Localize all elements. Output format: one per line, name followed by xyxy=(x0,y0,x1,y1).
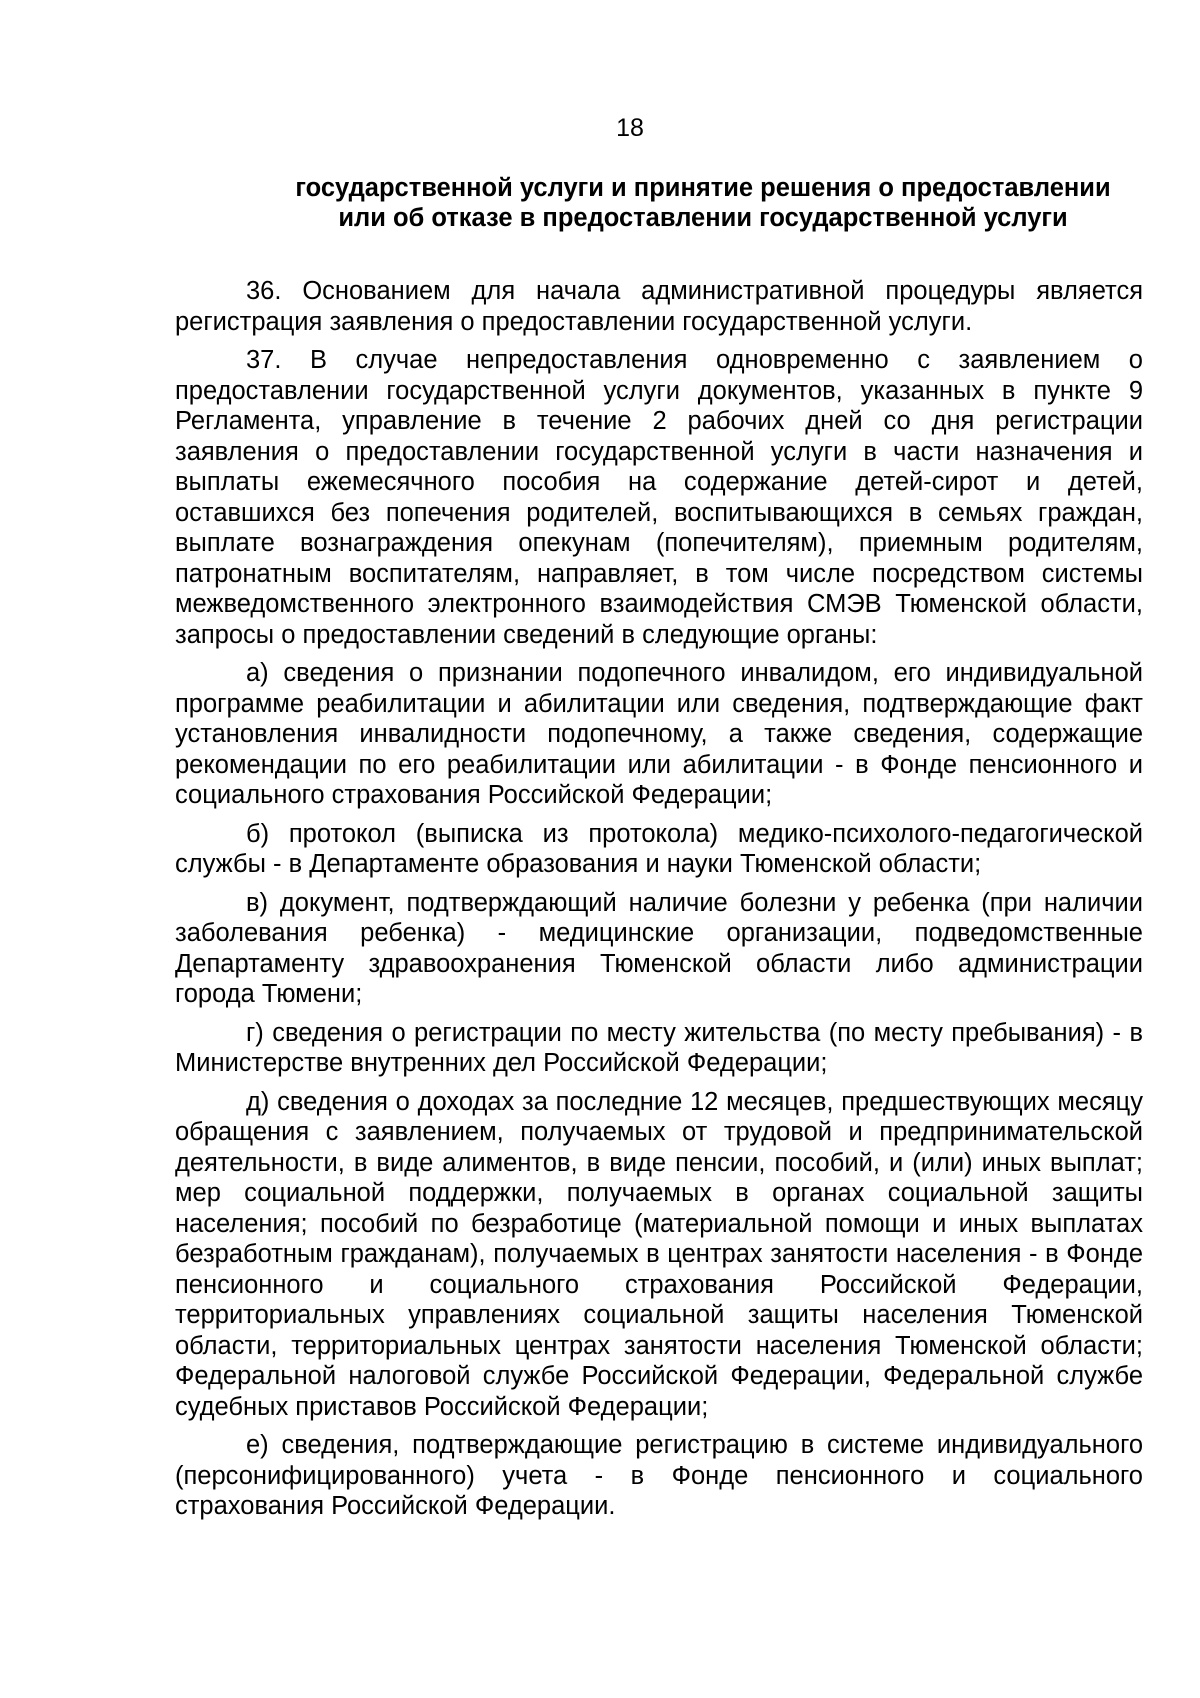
paragraph-36: 36. Основанием для начала административной процедуры является регистрация заявления о предоставлении государственной услуги. xyxy=(175,277,1143,336)
paragraph-37: 37. В случае непредоставления одновременно с заявлением о предоставлении государственной услуги документов, указанных в пункте 9 Регламента, управление в течение 2 рабочих дней со дня регистрации заявления о предоставлении государственной услуги в части назначения и выплаты ежемесячного пособия на содержание детей-сирот и детей, оставшихся без попечения родителей, воспитывающихся в семьях граждан, выплате вознаграждения опекунам (попечителям), приемным родителям, патронатным воспитателям, направляет, в том числе посредством системы межведомственного электронного взаимодействия СМЭВ Тюменской области, запросы о предоставлении сведений в следующие органы: xyxy=(175,346,1143,649)
paragraph-item-a: а) сведения о признании подопечного инвалидом, его индивидуальной программе реабилитации и абилитации или сведения, подтверждающие факт установления инвалидности подопечному, а также сведения, содержащие рекомендации по его реабилитации или абилитации - в Фонде пенсионного и социального страхования Российской Федерации; xyxy=(175,659,1143,809)
paragraph-item-g: г) сведения о регистрации по месту жительства (по месту пребывания) - в Министерстве внутренних дел Российской Федерации; xyxy=(175,1018,1143,1077)
body-text xyxy=(175,276,1143,1530)
page-number: 18 xyxy=(616,114,644,142)
paragraph-item-b: б) протокол (выписка из протокола) медико-психолого-педагогической службы - в Департаменте образования и науки Тюменской области; xyxy=(175,819,1143,878)
paragraph-item-e: е) сведения, подтверждающие регистрацию в системе индивидуального (персонифицированного) учета - в Фонде пенсионного и социального страхования Российской Федерации. xyxy=(175,1431,1143,1520)
paragraph-item-v: в) документ, подтверждающий наличие болезни у ребенка (при наличии заболевания ребенка) - медицинские организации, подведомственные Департаменту здравоохранения Тюменской области либо администрации города Тюмени; xyxy=(175,888,1143,1008)
section-heading-line-2: или об отказе в предоставлении государственной услуги xyxy=(338,204,1068,232)
section-heading xyxy=(268,173,1138,233)
paragraph-item-d: д) сведения о доходах за последние 12 месяцев, предшествующих месяцу обращения с заявлением, получаемых от трудовой и предпринимательской деятельности, в виде алиментов, в виде пенсии, пособий, и (или) иных выплат; мер социальной поддержки, получаемых в органах социальной защиты населения; пособий по безработице (материальной помощи и иных выплатах безработным гражданам), получаемых в центрах занятости населения - в Фонде пенсионного и социального страхования Российской Федерации, территориальных управлениях социальной защиты населения Тюменской области, территориальных центрах занятости населения Тюменской области; Федеральной налоговой службе Российской Федерации, Федеральной службе судебных приставов Российской Федерации; xyxy=(175,1087,1143,1421)
section-heading-line-1: государственной услуги и принятие решения о предоставлении xyxy=(295,174,1111,202)
